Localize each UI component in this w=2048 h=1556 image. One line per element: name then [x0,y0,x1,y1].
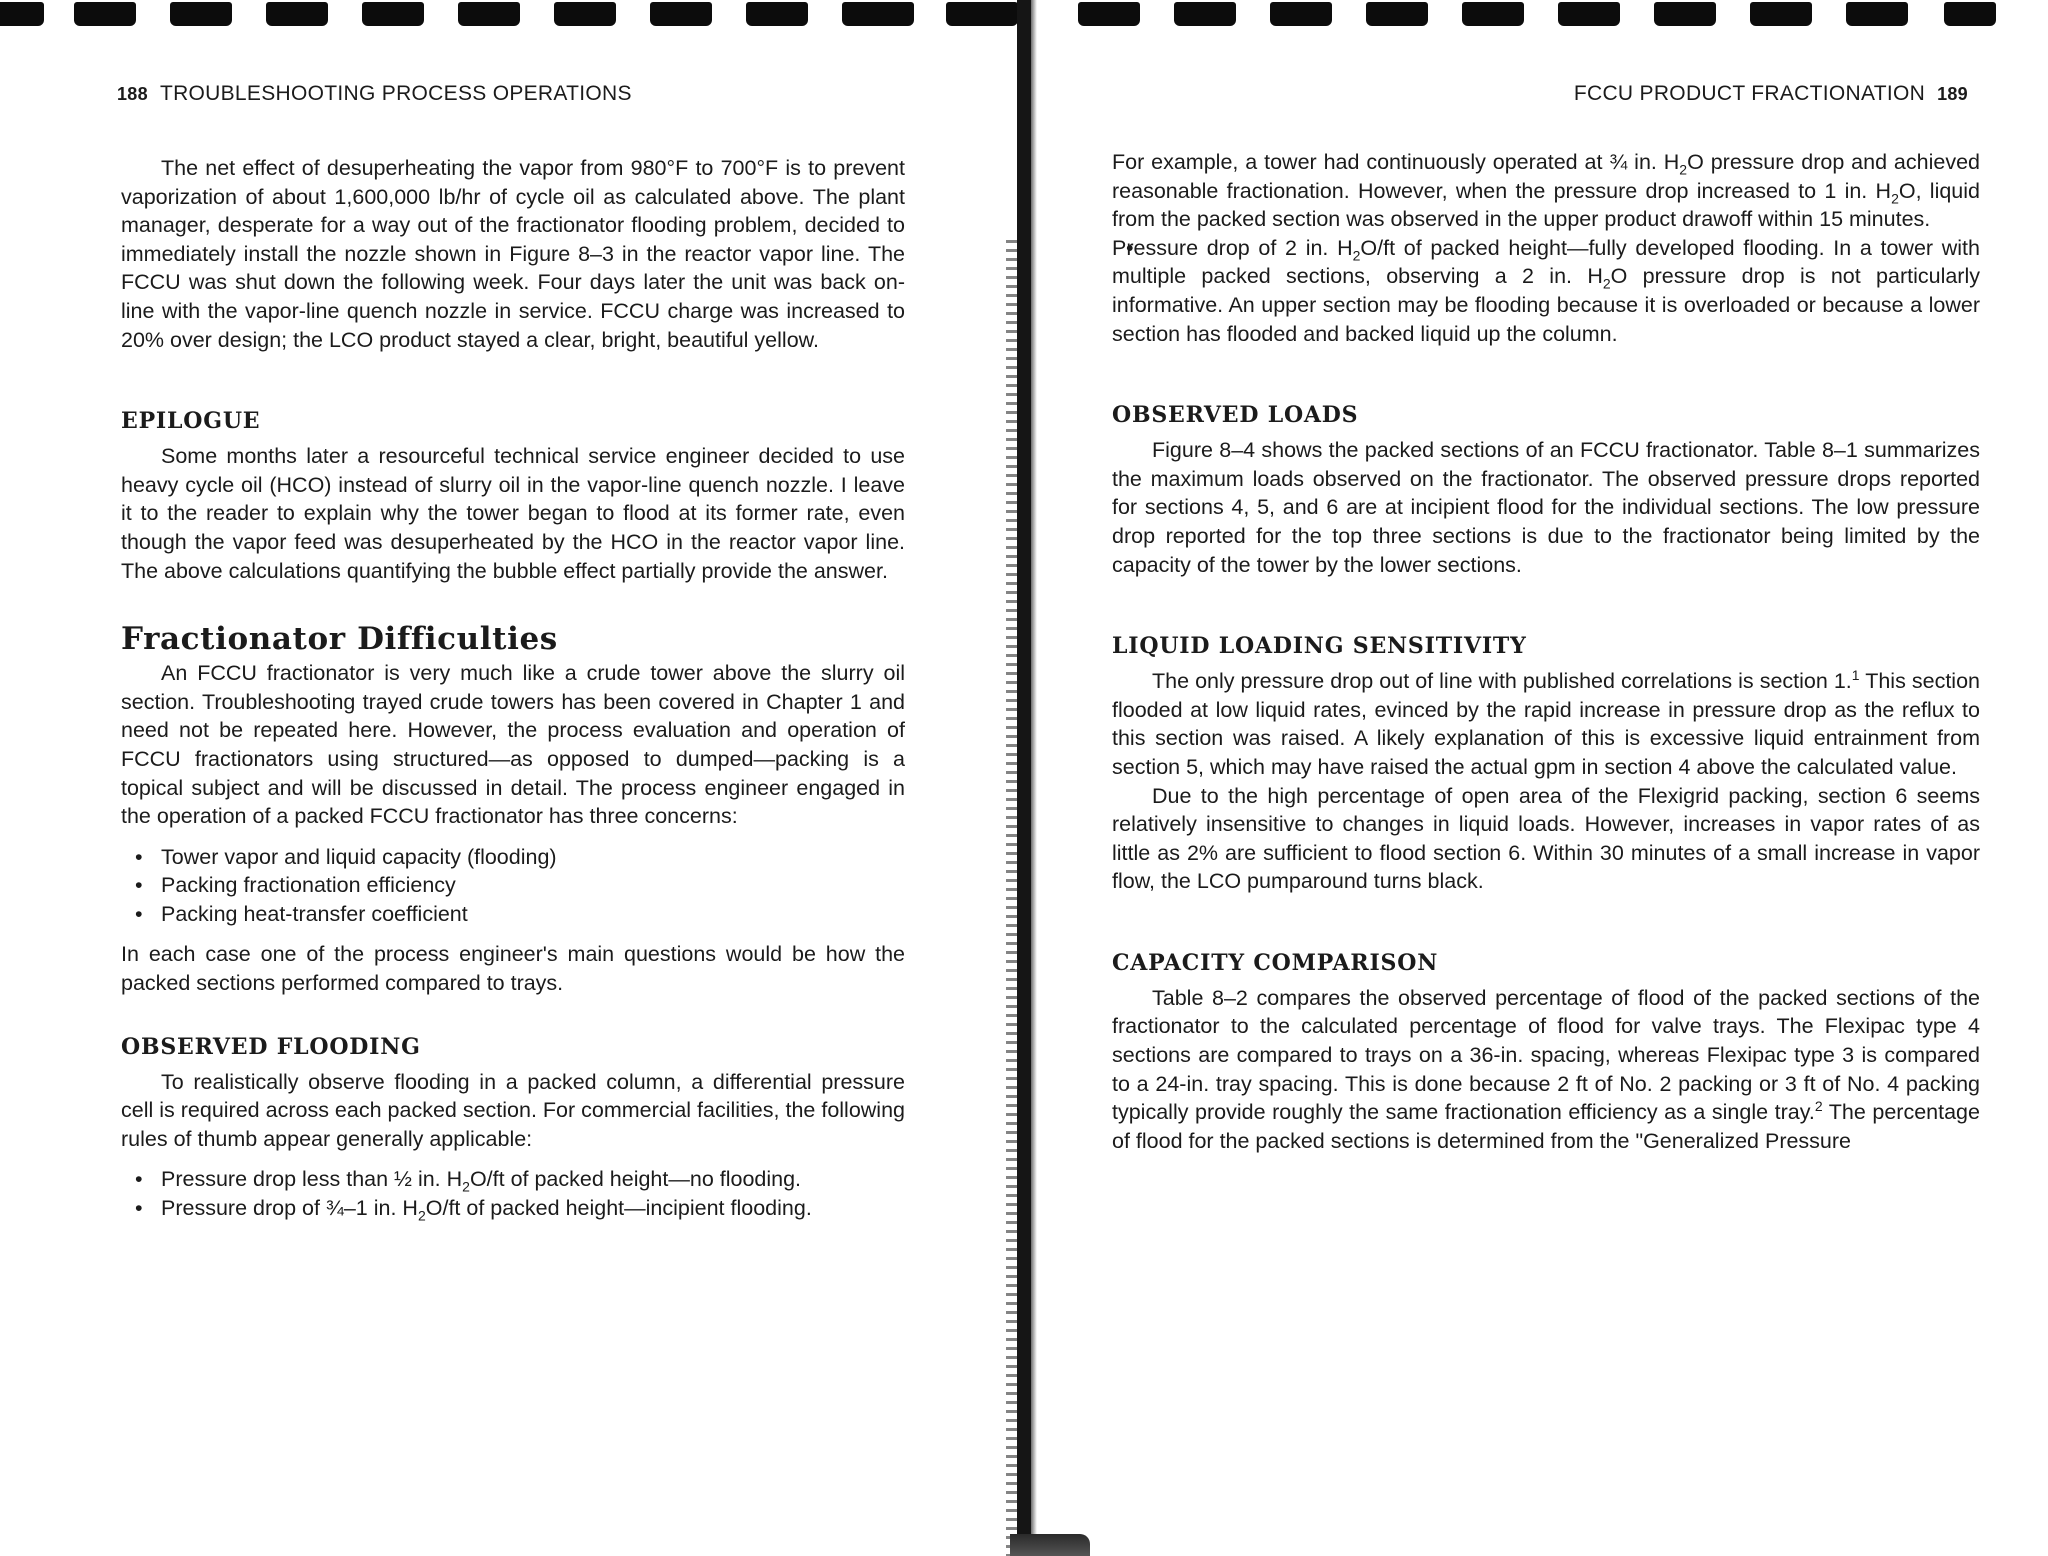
rule-text: O pressure drop is not particularly informative. An upper section may be flooding because it is overloaded or because a lower section has flooded and backed liquid up the column. [1112,264,1980,346]
rule-text: O/ft of packed height—incipient flooding. [425,1196,812,1221]
rule-paragraph [1112,234,1980,348]
subscript: 2 [1679,161,1688,178]
rule-text: O/ft of packed height—fully developed flooding. In a tower with multiple packed sections, observing a 2 in. H [1112,235,1980,289]
observed-flooding-paragraph: To realistically observe flooding in a packed column, a differential pressure cell is required across each packed section. For commercial facilities, the following rules of thumb appear generally applicable: [121,1069,905,1151]
observed-flooding-heading: OBSERVED FLOODING [121,1033,421,1060]
flexigrid-paragraph: Due to the high percentage of open area of the Flexigrid packing, section 6 seems relatively insensitive to changes in liquid loads. However, increases in vapor rates of as little as 2% are sufficient to flood section 6. Within 30 minutes of a small increase in vapor flow, the LCO pumparound turns black. [1112,783,1980,894]
flooding-rules-list-continued [1112,234,1980,348]
paragraph-text: For example, a tower had continuously operated at ¾ in. H [1112,150,1680,174]
paragraph-text: The percentage of flood for the packed sections is determined from the "Generalized Pressure [1112,1100,1980,1153]
observed-loads-heading: OBSERVED LOADS [1112,402,1359,429]
liquid-loading-heading: LIQUID LOADING SENSITIVITY [1112,633,1527,660]
paragraph-text: O, liquid from the packed section was observed in the upper product drawoff within 15 minutes. [1112,178,1980,232]
rule-text: O/ft of packed height—no flooding. [469,1167,802,1192]
subscript: 2 [1602,275,1611,292]
list-item [1112,234,1980,348]
rule-text: Pressure drop less than ½ in. H [161,1167,463,1192]
spine-shadow [1031,0,1037,1556]
left-running-head [117,82,632,106]
subscript: 2 [417,1207,426,1224]
section-title: Fractionator Difficulties [121,621,558,658]
flooding-rules-list [121,1165,905,1222]
subscript: 2 [1352,247,1361,264]
list-item: • Tower vapor and liquid capacity (flooding) [121,843,905,872]
list-item: • Packing fractionation efficiency [121,871,905,900]
section-intro-paragraph: An FCCU fractionator is very much like a crude tower above the slurry oil section. Troubleshooting trayed crude towers has been covered in Chapter 1 and need not be repeated here. However, the process evaluation and operation of FCCU fractionators using structured—as opposed to dumped—packing is a topical subject and will be discussed in detail. The process engineer engaged in the operation of a packed FCCU fractionator has three concerns: [121,661,905,829]
epilogue-heading: EPILOGUE [121,408,261,435]
subscript: 2 [1891,189,1899,206]
paragraph-text: Table 8–2 compares the observed percentage of flood of the packed sections of the fractionator to the calculated percentage of flood for valve trays. The Flexipac type 4 sections are compared to trays on a 36-in. spacing, whereas Flexipac type 3 is compared to a 24-in. tray spacing. This is done because 2 ft of No. 2 packing or 3 ft of No. 4 packing typically provide roughly the same fractionation efficiency as a single tray. [1112,985,1980,1125]
epilogue-paragraph: Some months later a resourceful technical service engineer decided to use heavy cycle oil (HCO) instead of slurry oil in the vapor-line quench nozzle. I leave it to the reader to explain why the tower began to flood at its former rate, even though the vapor feed was desuperheated by the HCO in the reactor vapor line. The above calculations quantifying the bubble effect partially provide the answer. [121,444,905,583]
paragraph-text: This section flooded at low liquid rates, evinced by the rapid increase in pressure drop as the reflux to this section was raised. A likely explanation of this is excessive liquid entrainment from section 5, which may have raised the actual gpm in section 4 above the calculated value. [1112,669,1980,779]
paragraph-text: O pressure drop and achieved reasonable fractionation. However, when the pressure drop increased to 1 in. H [1112,150,1980,203]
right-page-number: 189 [1937,84,1968,104]
concerns-list [121,843,905,929]
right-running-head-title: FCCU PRODUCT FRACTIONATION [1573,82,1926,105]
subscript: 2 [462,1178,470,1195]
left-running-head-title: TROUBLESHOOTING PROCESS OPERATIONS [159,82,632,105]
paragraph-text: The only pressure drop out of line with published correlations is section 1. [1152,669,1852,694]
left-page [0,0,1010,1556]
rule-text: Pressure drop of ¾–1 in. H [161,1196,418,1221]
list-item [121,1165,905,1194]
book-spine [1017,0,1031,1556]
example-paragraph [1112,148,1980,234]
liquid-loading-paragraph [1112,667,1980,781]
right-page [1040,0,2048,1556]
list-item [121,1194,905,1223]
left-text-column [121,154,905,1223]
right-text-column [1112,148,1980,1155]
capacity-comparison-paragraph [1112,984,1980,1156]
desuperheating-paragraph: The net effect of desuperheating the vapor from 980°F to 700°F is to prevent vaporization of about 1,600,000 lb/hr of cycle oil as calculated above. The plant manager, desperate for a way out of the fractionator flooding problem, decided to immediately install the nozzle shown in Figure 8–3 in the reactor vapor line. The FCCU was shut down the following week. Four days later the unit was back on-line with the vapor-line quench nozzle in service. FCCU charge was increased to 20% over design; the LCO product stayed a clear, bright, beautiful yellow. [121,156,905,352]
footnote-marker: 2 [1814,1098,1823,1115]
right-running-head [1574,82,1968,106]
footnote-marker: 1 [1851,666,1860,683]
concerns-followup-paragraph: In each case one of the process engineer's main questions would be how the packed sections performed compared to trays. [121,942,905,996]
observed-loads-paragraph: Figure 8–4 shows the packed sections of an FCCU fractionator. Table 8–1 summarizes the maximum loads observed on the fractionator. The observed pressure drops reported for sections 4, 5, and 6 are at incipient flood for the individual sections. The low pressure drop reported for the top three sections is due to the fractionator being limited by the capacity of the tower by the lower sections. [1112,438,1980,577]
list-item: • Packing heat-transfer coefficient [121,900,905,929]
rule-text: Pressure drop of 2 in. H [1112,235,1353,260]
capacity-comparison-heading: CAPACITY COMPARISON [1112,949,1439,976]
left-page-number: 188 [117,84,148,104]
